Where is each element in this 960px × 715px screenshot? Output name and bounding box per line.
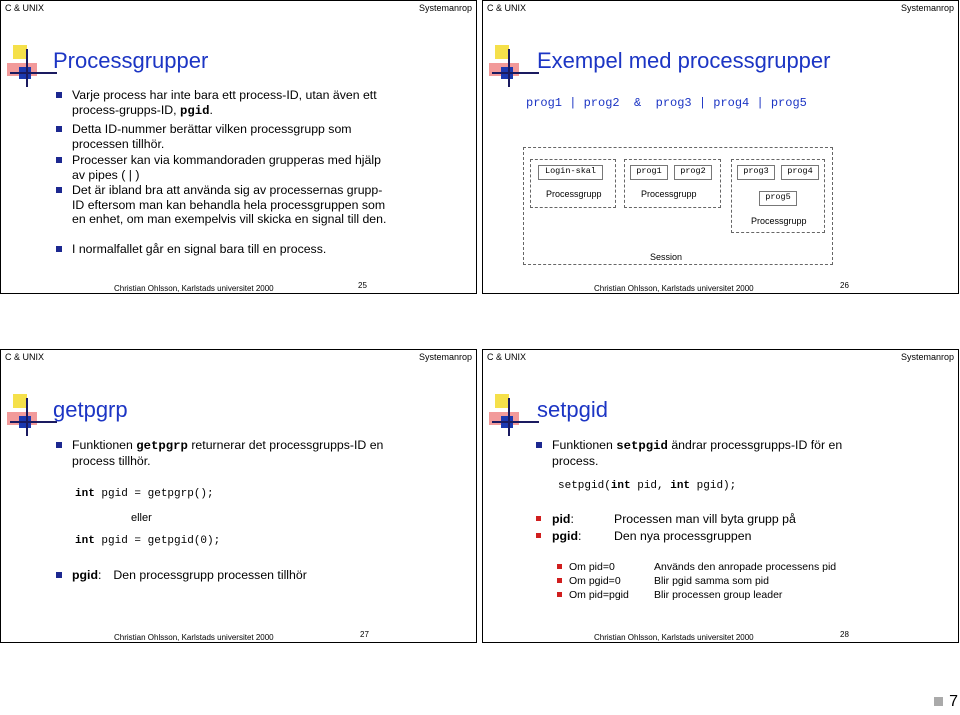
login-shell-box: Login-skal xyxy=(538,165,603,180)
slide-title: Exempel med processgrupper xyxy=(537,48,831,73)
or-label: eller xyxy=(131,512,152,524)
slide-processgrupper xyxy=(0,0,477,294)
bullet: Detta ID-nummer berättar vilken processgrupp som processen tillhör. xyxy=(56,122,392,151)
page-marker-icon xyxy=(934,697,943,706)
slide-number: 27 xyxy=(360,630,369,639)
header-right: Systemanrop xyxy=(418,352,472,362)
header-right: Systemanrop xyxy=(900,352,954,362)
decoration-icon xyxy=(489,394,539,436)
param-pgid: pgid: Den nya processgruppen xyxy=(536,529,882,544)
header-left: C & UNIX xyxy=(5,352,45,362)
case-row: Om pid=0 Används den anropade processens pid xyxy=(557,560,869,574)
bullet: Funktionen getpgrp returnerar det processgrupps-ID en process tillhör. xyxy=(56,438,392,468)
footer: Christian Ohlsson, Karlstads universitet 2000 xyxy=(594,284,754,293)
bullet: Processer kan via kommandoraden grupperas med hjälp av pipes ( | ) xyxy=(56,153,392,182)
bullet: Funktionen setpgid ändrar processgrupps-ID för en process. xyxy=(536,438,882,468)
slide-title: getpgrp xyxy=(53,397,128,422)
footer: Christian Ohlsson, Karlstads universitet 2000 xyxy=(114,633,274,642)
slide-setpgid xyxy=(482,349,959,643)
session-label: Session xyxy=(650,252,683,262)
bullet: pgid: Den processgrupp processen tillhör xyxy=(56,568,392,583)
footer: Christian Ohlsson, Karlstads universitet 2000 xyxy=(114,284,274,293)
header-right: Systemanrop xyxy=(418,3,472,13)
prog4-box: prog4 xyxy=(781,165,819,180)
slide-title: Processgrupper xyxy=(53,48,209,73)
decoration-icon xyxy=(7,394,57,436)
header-left: C & UNIX xyxy=(487,352,527,362)
slide-getpgrp xyxy=(0,349,477,643)
slide-number: 25 xyxy=(358,281,367,290)
processgroup-label: Processgrupp xyxy=(546,189,602,199)
processgroup-label: Processgrupp xyxy=(641,189,697,199)
page-number: 7 xyxy=(934,693,958,711)
slide-title: setpgid xyxy=(537,397,608,422)
bullet: I normalfallet går en signal bara till en process. xyxy=(56,242,392,257)
code-line: int pgid = getpgrp(); xyxy=(75,488,214,500)
prog1-box: prog1 xyxy=(630,165,668,180)
slide-exempel xyxy=(482,0,959,294)
footer: Christian Ohlsson, Karlstads universitet 2000 xyxy=(594,633,754,642)
header-left: C & UNIX xyxy=(5,3,45,13)
bullet: Det är ibland bra att använda sig av processernas grupp-ID eftersom man kan behandla hela processgruppen som en enhet, om man exempelvis vill skicka en signal till den. xyxy=(56,183,392,227)
bullet: Varje process har inte bara ett process-ID, utan även ett process-grupps-ID, pgid. xyxy=(56,88,392,118)
case-row: Om pid=pgid Blir processen group leader xyxy=(557,588,869,602)
signature: setpgid(int pid, int pgid); xyxy=(558,480,737,492)
prog5-box: prog5 xyxy=(759,191,797,206)
decoration-icon xyxy=(489,45,539,87)
case-row: Om pgid=0 Blir pgid samma som pid xyxy=(557,574,869,588)
decoration-icon xyxy=(7,45,57,87)
prog2-box: prog2 xyxy=(674,165,712,180)
processgroup-label: Processgrupp xyxy=(751,216,807,226)
slide-number: 28 xyxy=(840,630,849,639)
code-line: int pgid = getpgid(0); xyxy=(75,535,221,547)
slide-number: 26 xyxy=(840,281,849,290)
prog3-box: prog3 xyxy=(737,165,775,180)
header-right: Systemanrop xyxy=(900,3,954,13)
header-left: C & UNIX xyxy=(487,3,527,13)
param-pid: pid: Processen man vill byta grupp på xyxy=(536,512,882,527)
command-line: prog1 | prog2 & prog3 | prog4 | prog5 xyxy=(526,96,807,110)
